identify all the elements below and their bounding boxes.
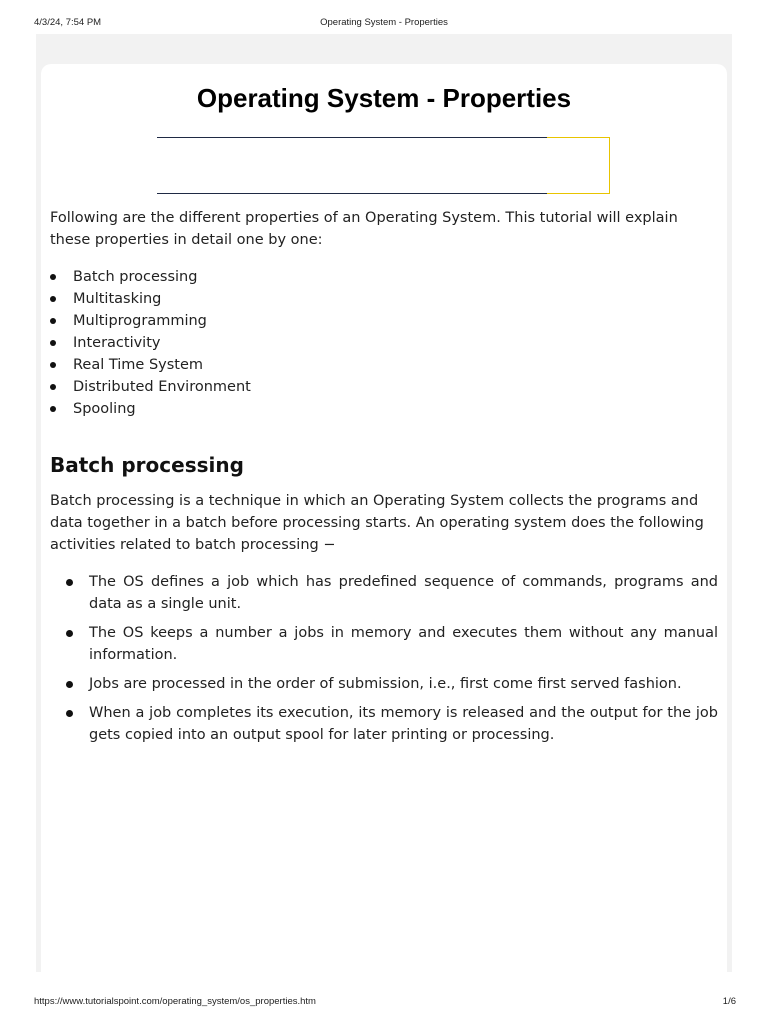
list-item <box>50 376 251 398</box>
list-item <box>66 702 718 746</box>
ad-placeholder <box>157 137 610 194</box>
ad-accent-box <box>547 137 610 194</box>
list-item <box>50 310 251 332</box>
bullet-icon <box>66 681 73 688</box>
bullet-icon <box>50 274 56 280</box>
page-title: Operating System - Properties <box>196 83 572 113</box>
list-item-label: Batch processing <box>73 269 198 285</box>
section-paragraph: Batch processing is a technique in which an Operating System collects the programs and data together in a batch before processing starts. An operating system does the following activities related to batch processing − <box>50 493 704 553</box>
bullet-icon <box>50 296 56 302</box>
intro-paragraph: Following are the different properties of an Operating System. This tutorial will explain these properties in detail one by one: <box>50 210 678 248</box>
list-item-text: The OS defines a job which has predefined sequence of commands, programs and data as a single unit. <box>89 574 718 612</box>
print-footer <box>0 996 768 1010</box>
bullet-icon <box>50 406 56 412</box>
section-heading: Batch processing <box>50 453 244 477</box>
properties-list <box>50 266 251 420</box>
list-item <box>50 266 251 288</box>
page-url: https://www.tutorialspoint.com/operating_system/os_properties.htm <box>34 996 316 1007</box>
print-page-title: Operating System - Properties <box>320 17 448 28</box>
list-item-text: The OS keeps a number a jobs in memory and executes them without any manual information. <box>89 625 718 663</box>
ad-bottom-line <box>157 193 547 194</box>
bullet-icon <box>66 579 73 586</box>
list-item <box>66 571 718 615</box>
print-header <box>0 0 768 34</box>
list-item <box>66 622 718 666</box>
bullet-icon <box>50 340 56 346</box>
list-item-text: When a job completes its execution, its memory is released and the output for the job gets copied into an output spool for later printing or processing. <box>89 705 718 743</box>
activities-list <box>66 571 718 753</box>
bullet-icon <box>50 362 56 368</box>
list-item <box>66 673 718 695</box>
list-item <box>50 332 251 354</box>
list-item-label: Spooling <box>73 401 136 417</box>
bullet-icon <box>50 384 56 390</box>
print-datetime: 4/3/24, 7:54 PM <box>34 17 102 28</box>
list-item-label: Multiprogramming <box>73 313 207 329</box>
page-indicator: 1/6 <box>722 996 736 1007</box>
list-item-label: Distributed Environment <box>73 379 251 395</box>
bullet-icon <box>50 318 56 324</box>
bullet-icon <box>66 710 73 717</box>
list-item-text: Jobs are processed in the order of submission, i.e., first come first served fashion. <box>89 676 682 692</box>
bullet-icon <box>66 630 73 637</box>
ad-top-line <box>157 137 547 138</box>
list-item <box>50 354 251 376</box>
list-item-label: Multitasking <box>73 291 162 307</box>
list-item-label: Interactivity <box>73 335 161 351</box>
list-item <box>50 288 251 310</box>
list-item <box>50 398 251 420</box>
list-item-label: Real Time System <box>73 357 204 373</box>
